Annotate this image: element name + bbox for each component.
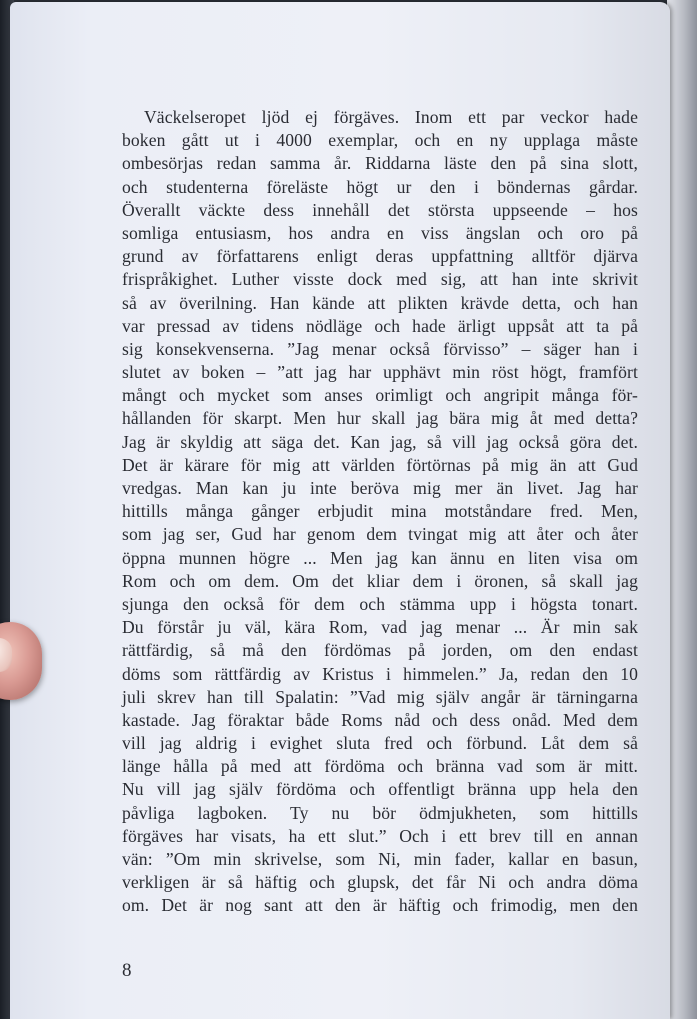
text-line: Nu vill jag själv fördöma och offentligt bränna upp hela den (122, 779, 638, 800)
text-line: Jag är skyldig att säga det. Kan jag, så vill jag också göra det. (122, 431, 638, 452)
text-line: som jag ser, Gud har genom dem tvingat mig att åter och åter (122, 524, 638, 545)
thumbnail-nail (0, 638, 12, 672)
text-line: kastade. Jag föraktar både Roms nåd och dess onåd. Med dem (122, 709, 638, 730)
text-line: hittills många gånger erbjudit mina motståndare fred. Men, (122, 501, 638, 522)
text-line: hållanden för skarpt. Men hur skall jag bära mig åt med detta? (122, 408, 638, 429)
body-text (122, 106, 638, 918)
text-line: verkligen är så häftig och glupsk, det får Ni och andra döma (122, 872, 638, 893)
text-line: påvliga lagboken. Ty nu bör ödmjukheten, som hittills (122, 802, 638, 823)
text-line: sig konsekvenserna. ”Jag menar också förvisso” – säger han i (122, 338, 638, 359)
text-line: boken gått ut i 4000 exemplar, och en ny upplaga måste (122, 130, 638, 151)
text-line: juli skrev han till Spalatin: ”Vad mig själv angår är tärningarna (122, 686, 638, 707)
text-line: Väckelseropet ljöd ej förgäves. Inom ett par veckor hade (144, 107, 638, 127)
text-line: var pressad av tidens nödläge och hade ärligt uppsåt att ta på (122, 315, 638, 336)
text-line: Du förstår ju väl, kära Rom, vad jag menar ... Är min sak (122, 617, 638, 638)
text-line: Det är kärare för mig att världen förtörnas på mig än att Gud (122, 454, 638, 475)
text-line: vill jag aldrig i evighet sluta fred och förbund. Låt dem så (122, 733, 638, 754)
text-line: Rom och om dem. Om det kliar dem i öronen, så skall jag (122, 570, 638, 591)
text-line: förgäves har visats, ha ett slut.” Och i ett brev till en annan (122, 825, 638, 846)
text-line: Överallt väckte dess innehåll det största uppseende – hos (122, 199, 638, 220)
text-line: rättfärdig, så må den fördömas på jorden, om den endast (122, 640, 638, 661)
text-line: mångt och mycket som anses orimligt och angripit många för- (122, 385, 638, 406)
background-right-edge (667, 0, 697, 1019)
text-line: vredgas. Man kan ju inte beröva mig mer än livet. Jag har (122, 478, 638, 498)
text-line: länge hålla på med att fördöma och bränna vad som är mitt. (122, 756, 638, 777)
page-number: 8 (122, 960, 132, 981)
text-line: och studenterna föreläste högt ur den i böndernas gårdar. (122, 176, 638, 197)
text-line: grund av författarens enligt deras uppfattning alltför djärva (122, 246, 638, 267)
text-line: frispråkighet. Luther visste dock med sig, att han inte skrivit (122, 269, 638, 290)
text-line: öppna munnen högre ... Men jag kan ännu en liten visa om (122, 547, 638, 568)
text-line: slutet av boken – ”att jag har upphävt min röst högt, framfört (122, 362, 638, 383)
text-line: somliga entusiasm, hos andra en viss ängslan och oro på (122, 222, 638, 243)
book-page (10, 2, 670, 1019)
text-line: så av överilning. Han kände att plikten krävde detta, och han (122, 292, 638, 313)
text-line: ombesörjas redan samma år. Riddarna läste den på sina slott, (122, 153, 638, 174)
text-line: döms som rättfärdig av Kristus i himmelen.” Ja, redan den 10 (122, 663, 638, 684)
text-line: sjunga den också för dem och stämma upp i högsta tonart. (122, 593, 638, 614)
text-line: om. Det är nog sant att den är häftig och frimodig, men den (122, 895, 638, 916)
text-line: vän: ”Om min skrivelse, som Ni, min fader, kallar en basun, (122, 849, 638, 869)
